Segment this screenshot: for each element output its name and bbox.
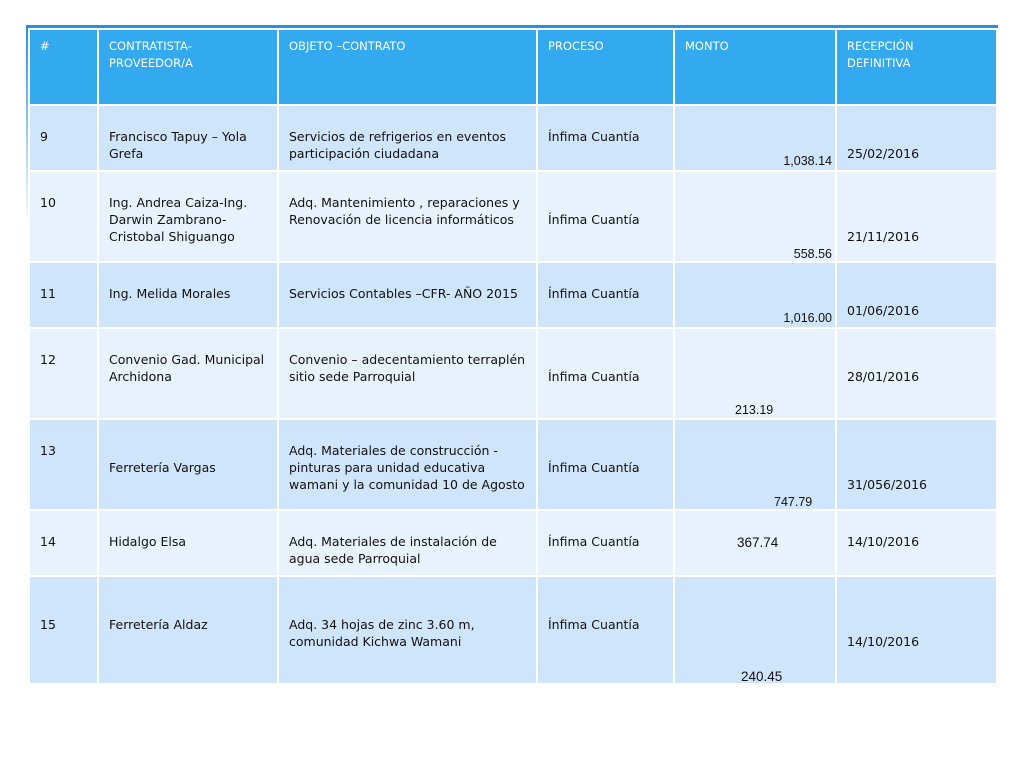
cell-object: Adq. Materiales de instalación de agua sede Parroquial xyxy=(278,510,537,576)
cell-number: 10 xyxy=(29,171,98,262)
cell-object: Convenio – adecentamiento terraplén sitio sede Parroquial xyxy=(278,328,537,419)
header-object: OBJETO –CONTRATO xyxy=(278,29,537,105)
table-row xyxy=(29,105,997,171)
cell-process: Ínfima Cuantía xyxy=(537,419,674,510)
cell-amount: 747.79 xyxy=(674,419,836,510)
header-contractor: CONTRATISTA- PROVEEDOR/A xyxy=(98,29,278,105)
cell-reception: 28/01/2016 xyxy=(836,328,997,419)
cell-number: 9 xyxy=(29,105,98,171)
cell-reception: 14/10/2016 xyxy=(836,576,997,684)
cell-number: 12 xyxy=(29,328,98,419)
cell-amount: 1,038.14 xyxy=(674,105,836,171)
cell-object: Servicios de refrigerios en eventos participación ciudadana xyxy=(278,105,537,171)
cell-object: Adq. Materiales de construcción - pinturas para unidad educativa wamani y la comunidad 10 de Agosto xyxy=(278,419,537,510)
cell-process: Ínfima Cuantía xyxy=(537,262,674,328)
cell-number: 13 xyxy=(29,419,98,510)
cell-contractor: Ing. Andrea Caiza-Ing. Darwin Zambrano-Cristobal Shiguango xyxy=(98,171,278,262)
cell-number: 15 xyxy=(29,576,98,684)
cell-reception: 01/06/2016 xyxy=(836,262,997,328)
header-reception: RECEPCIÓN DEFINITIVA xyxy=(836,29,997,105)
cell-contractor: Ferretería Vargas xyxy=(98,419,278,510)
table-row xyxy=(29,262,997,328)
table-row xyxy=(29,419,997,510)
cell-process: Ínfima Cuantía xyxy=(537,510,674,576)
cell-object: Servicios Contables –CFR- AÑO 2015 xyxy=(278,262,537,328)
header-amount: MONTO xyxy=(674,29,836,105)
cell-process: Ínfima Cuantía xyxy=(537,105,674,171)
cell-number: 14 xyxy=(29,510,98,576)
cell-amount: 1,016.00 xyxy=(674,262,836,328)
cell-contractor: Francisco Tapuy – Yola Grefa xyxy=(98,105,278,171)
contracts-table xyxy=(28,28,998,685)
cell-object: Adq. Mantenimiento , reparaciones y Renovación de licencia informáticos xyxy=(278,171,537,262)
cell-amount: 240.45 xyxy=(674,576,836,684)
header-process: PROCESO xyxy=(537,29,674,105)
cell-process: Ínfima Cuantía xyxy=(537,171,674,262)
cell-contractor: Convenio Gad. Municipal Archidona xyxy=(98,328,278,419)
table-row xyxy=(29,328,997,419)
cell-reception: 31/056/2016 xyxy=(836,419,997,510)
table-header-row xyxy=(29,29,997,105)
cell-amount: 558.56 xyxy=(674,171,836,262)
cell-contractor: Ing. Melida Morales xyxy=(98,262,278,328)
cell-reception: 14/10/2016 xyxy=(836,510,997,576)
cell-reception: 25/02/2016 xyxy=(836,105,997,171)
cell-process: Ínfima Cuantía xyxy=(537,576,674,684)
cell-process: Ínfima Cuantía xyxy=(537,328,674,419)
table-row xyxy=(29,576,997,684)
cell-number: 11 xyxy=(29,262,98,328)
cell-contractor: Hidalgo Elsa xyxy=(98,510,278,576)
table-row xyxy=(29,510,997,576)
header-number: # xyxy=(29,29,98,105)
cell-object: Adq. 34 hojas de zinc 3.60 m, comunidad Kichwa Wamani xyxy=(278,576,537,684)
cell-contractor: Ferretería Aldaz xyxy=(98,576,278,684)
table-row xyxy=(29,171,997,262)
cell-reception: 21/11/2016 xyxy=(836,171,997,262)
cell-amount: 213.19 xyxy=(674,328,836,419)
cell-amount: 367.74 xyxy=(674,510,836,576)
